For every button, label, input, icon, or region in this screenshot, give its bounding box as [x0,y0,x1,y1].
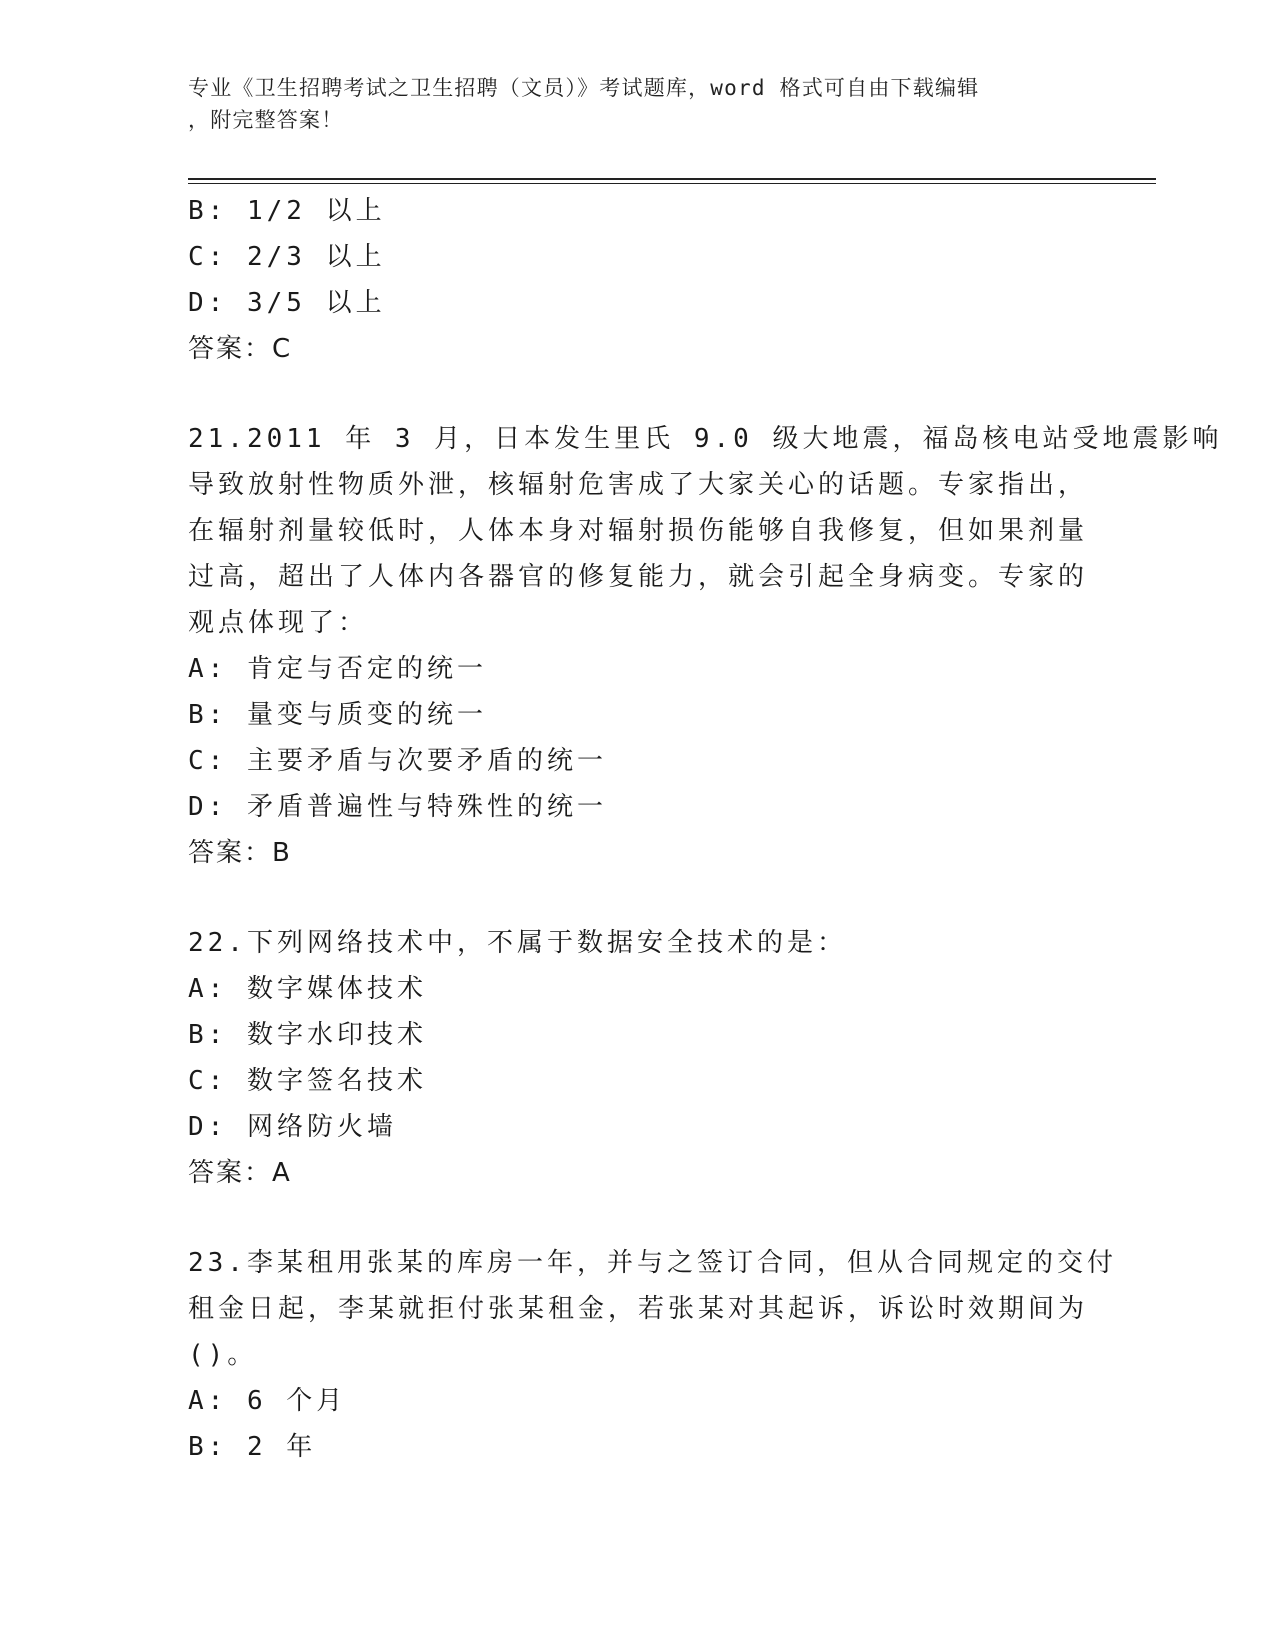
previous-question-options [188,188,1108,372]
question-21-stem-line-4: 过高，超出了人体内各器官的修复能力，就会引起全身病变。专家的 [188,562,1089,592]
question-23-stem-line-3: ()。 [188,1340,258,1370]
option-d: D: 网络防火墙 [188,1112,397,1142]
header-line-2: ，附完整答案！ [188,108,344,132]
option-c: C: 2/3 以上 [188,242,386,272]
option-b: B: 2 年 [188,1432,317,1462]
question-23-stem-line-2: 租金日起，李某就拒付张某租金，若张某对其起诉，诉讼时效期间为 [188,1294,1089,1324]
option-c: C: 主要矛盾与次要矛盾的统一 [188,746,607,776]
question-list [188,188,1223,1470]
option-c: C: 数字签名技术 [188,1066,427,1096]
answer-line: 答案：A [188,1158,292,1188]
question-21-stem-line-5: 观点体现了： [188,608,369,638]
question-21-stem-line-3: 在辐射剂量较低时，人体本身对辐射损伤能够自我修复，但如果剂量 [188,516,1089,546]
question-21-stem-line-1: 21.2011 年 3 月，日本发生里氏 9.0 级大地震，福岛核电站受地震影响 [188,424,1223,454]
option-d: D: 矛盾普遍性与特殊性的统一 [188,792,607,822]
option-b: B: 1/2 以上 [188,196,386,226]
header-divider-thin [188,183,1156,184]
question-23-stem-line-1: 23.李某租用张某的库房一年，并与之签订合同，但从合同规定的交付 [188,1248,1117,1278]
header-line-1: 专业《卫生招聘考试之卫生招聘（文员）》考试题库，word 格式可自由下载编辑 [188,76,980,100]
option-a: A: 肯定与否定的统一 [188,654,487,684]
header-divider-thick [188,178,1156,180]
answer-line: 答案：C [188,334,293,364]
answer-line: 答案：B [188,838,292,868]
option-b: B: 数字水印技术 [188,1020,427,1050]
question-21-stem-line-2: 导致放射性物质外泄，核辐射危害成了大家关心的话题。专家指出， [188,470,1089,500]
question-22 [188,920,1108,1196]
question-23 [188,1240,1117,1470]
document-header [188,72,1068,136]
question-21 [188,416,1223,876]
option-a: A: 6 个月 [188,1386,347,1416]
option-d: D: 3/5 以上 [188,288,386,318]
option-a: A: 数字媒体技术 [188,974,427,1004]
option-b: B: 量变与质变的统一 [188,700,487,730]
question-22-stem-line-1: 22.下列网络技术中，不属于数据安全技术的是： [188,928,847,958]
